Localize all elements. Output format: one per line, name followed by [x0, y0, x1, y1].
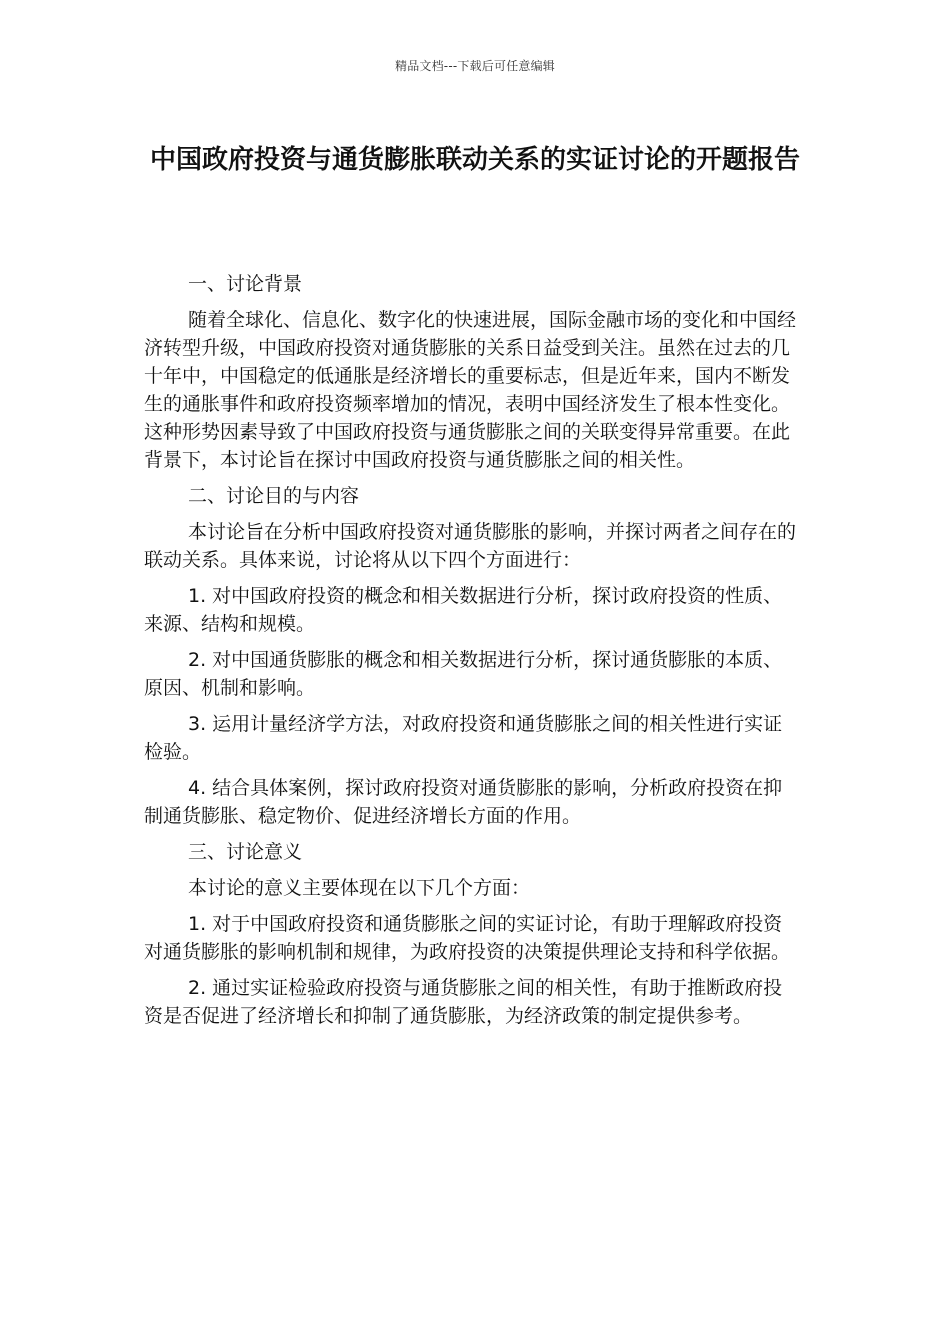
list-item-purpose-1: 1. 对中国政府投资的概念和相关数据进行分析，探讨政府投资的性质、来源、结构和规模。 [144, 585, 783, 635]
paragraph-background: 随着全球化、信息化、数字化的快速进展，国际金融市场的变化和中国经济转型升级，中国政府投资对通货膨胀的关系日益受到关注。虽然在过去的几十年中，中国稳定的低通胀是经济增长的重要标志，但是近年来，国内不断发生的通胀事件和政府投资频率增加的情况，表明中国经济发生了根本性变化。这种形势因素导致了中国政府投资与通货膨胀之间的关联变得异常重要。在此背景下，本讨论旨在探讨中国政府投资与通货膨胀之间的相关性。 [144, 309, 797, 471]
document-title: 中国政府投资与通货膨胀联动关系的实证讨论的开题报告 [149, 145, 800, 175]
section-heading-significance: 三、讨论意义 [188, 841, 303, 863]
paragraph-significance-intro: 本讨论的意义主要体现在以下几个方面： [188, 877, 531, 899]
list-item-significance-1: 1. 对于中国政府投资和通货膨胀之间的实证讨论，有助于理解政府投资对通货膨胀的影响机制和规律，为政府投资的决策提供理论支持和科学依据。 [144, 913, 791, 963]
list-item-purpose-2: 2. 对中国通货膨胀的概念和相关数据进行分析，探讨通货膨胀的本质、原因、机制和影响。 [144, 649, 783, 699]
document-body [144, 270, 799, 1038]
list-item-purpose-4: 4. 结合具体案例，探讨政府投资对通货膨胀的影响，分析政府投资在抑制通货膨胀、稳定物价、促进经济增长方面的作用。 [144, 777, 783, 827]
section-heading-background: 一、讨论背景 [188, 273, 303, 295]
page-header: 精品文档---下载后可任意编辑 [395, 59, 555, 73]
list-item-purpose-3: 3. 运用计量经济学方法，对政府投资和通货膨胀之间的相关性进行实证检验。 [144, 713, 783, 763]
section-heading-purpose: 二、讨论目的与内容 [188, 485, 360, 507]
list-item-significance-2: 2. 通过实证检验政府投资与通货膨胀之间的相关性，有助于推断政府投资是否促进了经济增长和抑制了通货膨胀，为经济政策的制定提供参考。 [144, 977, 783, 1027]
paragraph-purpose-intro: 本讨论旨在分析中国政府投资对通货膨胀的影响，并探讨两者之间存在的联动关系。具体来说，讨论将从以下四个方面进行： [144, 521, 797, 571]
